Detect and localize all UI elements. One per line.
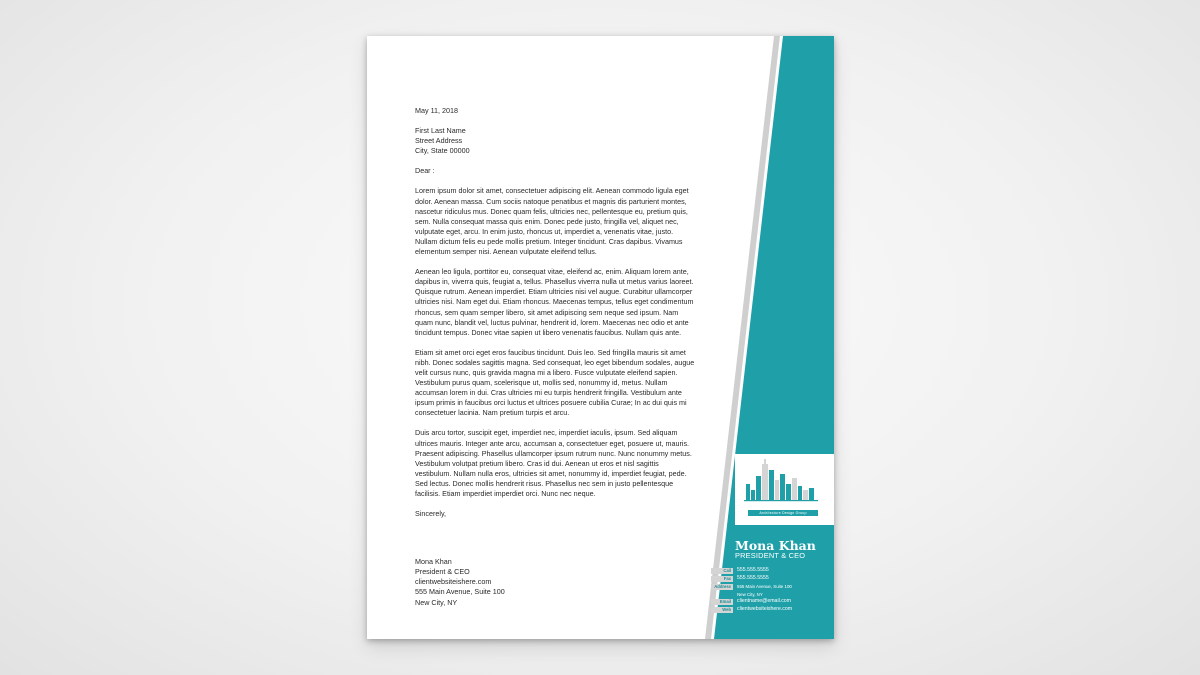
contact-label: Web — [711, 607, 733, 613]
contact-row-call — [711, 567, 834, 575]
contact-label: Fax — [711, 576, 733, 582]
contact-list — [711, 567, 834, 614]
contact-value: 555 Main Avenue, Suite 100 — [737, 584, 792, 590]
contact-value: New City, NY — [737, 591, 763, 597]
sidebar-name: Mona Khan — [735, 538, 816, 553]
contact-row-email — [711, 598, 834, 606]
paragraph: Etiam sit amet orci eget eros faucibus tincidunt. Duis leo. Sed fringilla mauris sit amet nibh. Donec sodales sagittis magna. Sed consequat, leo eget bibendum sodales, augue velit cursus nunc, quis gravida magna mi a libero. Fusce vulputate eleifend sapien. Vestibulum purus quam, scelerisque ut, mollis sed, nonummy id, metus. Nullam accumsan lorem in dui. Cras ultricies mi eu turpis hendrerit fringilla. Vestibulum ante ipsum primis in faucibus orci luctus et ultrices posuere cubilia Curae; In ac dui quis mi consectetuer lacinia. Nam pretium turpis et arcu. — [415, 347, 695, 418]
letterhead-page — [367, 36, 834, 639]
letter-date: May 11, 2018 — [415, 106, 459, 115]
signature-title: President & CEO — [415, 567, 470, 577]
closing: Sincerely, — [415, 509, 447, 519]
contact-row-address — [711, 583, 834, 591]
city-skyline-logo — [735, 454, 834, 510]
recipient-city: City, State 00000 — [415, 146, 470, 156]
letter-body — [415, 106, 697, 608]
contact-value: clientwebsiteishere.com — [737, 606, 793, 613]
contact-row-web — [711, 606, 834, 614]
paragraph: Aenean leo ligula, porttitor eu, consequat vitae, eleifend ac, enim. Aliquam lorem ante, dapibus in, viverra quis, feugiat a, tellus. Phasellus viverra nulla ut metus varius laoreet. Quisque rutrum. Aenean imperdiet. Etiam ultricies nisi vel augue. Curabitur ullamcorper ultricies nisi. Nam eget dui. Etiam rhoncus. Maecenas tempus, tellus eget condimentum rhoncus, sem quam semper libero, sit amet adipiscing sem neque sed ipsum. Nam quam nunc, blandit vel, luctus pulvinar, hendrerit id, lorem. Maecenas nec odio et ante tincidunt tempus. Donec vitae sapien ut libero venenatis faucibus. Nullam quis ante. — [415, 267, 694, 337]
sidebar-title: PRESIDENT & CEO — [735, 551, 806, 560]
recipient-name: First Last Name — [415, 126, 466, 136]
paragraph: Duis arcu tortor, suscipit eget, imperdiet nec, imperdiet iaculis, ipsum. Sed aliquam ultrices mauris. Integer ante arcu, accumsan a, consectetuer eget, posuere ut, mauris. Praesent adipiscing. Phasellus ullamcorper ipsum rutrum nunc. Nunc nonummy metus. Vestibulum volutpat pretium libero. Cras id dui. Aenean ut eros et nisl sagittis vestibulum. Nullam nulla eros, ultricies sit amet, nonummy id, imperdiet feugiat, pede. Sed lectus. Donec mollis hendrerit risus. Phasellus nec sem in justo pellentesque facilisis. Etiam imperdiet imperdiet orci. Nunc nec neque. — [415, 428, 692, 498]
paragraph: Lorem ipsum dolor sit amet, consectetuer adipiscing elit. Aenean commodo ligula eget dolor. Aenean massa. Cum sociis natoque penatibus et magnis dis parturient montes, nascetur ridiculus mus. Donec quam felis, ultricies nec, pellentesque eu, pretium quis, sem. Nulla consequat massa quis enim. Donec pede justo, fringilla vel, aliquet nec, vulputate eget, arcu. In enim justo, rhoncus ut, imperdiet a, venenatis vitae, justo. Nullam dictum felis eu pede mollis pretium. Integer tincidunt. Cras dapibus. Vivamus elementum semper nisi. Aenean vulputate eleifend tellus. — [415, 186, 689, 257]
contact-label: Email — [711, 599, 733, 605]
contact-label: Call — [711, 568, 733, 574]
contact-value: 555.555.5555 — [737, 575, 769, 582]
signature-address: 555 Main Avenue, Suite 100 — [415, 587, 505, 597]
contact-label: Address — [711, 584, 733, 590]
contact-value: clientname@email.com — [737, 598, 791, 605]
logo-caption: Architecture Design Group — [748, 510, 818, 516]
signature-name: Mona Khan — [415, 557, 452, 567]
logo-panel — [735, 454, 834, 525]
signature-website: clientwebsiteishere.com — [415, 577, 492, 587]
signature-city: New City, NY — [415, 597, 458, 607]
recipient-street: Street Address — [415, 136, 463, 146]
contact-row-fax — [711, 575, 834, 583]
salutation: Dear : — [415, 166, 435, 176]
contact-value: 555.555.5555 — [737, 567, 769, 573]
